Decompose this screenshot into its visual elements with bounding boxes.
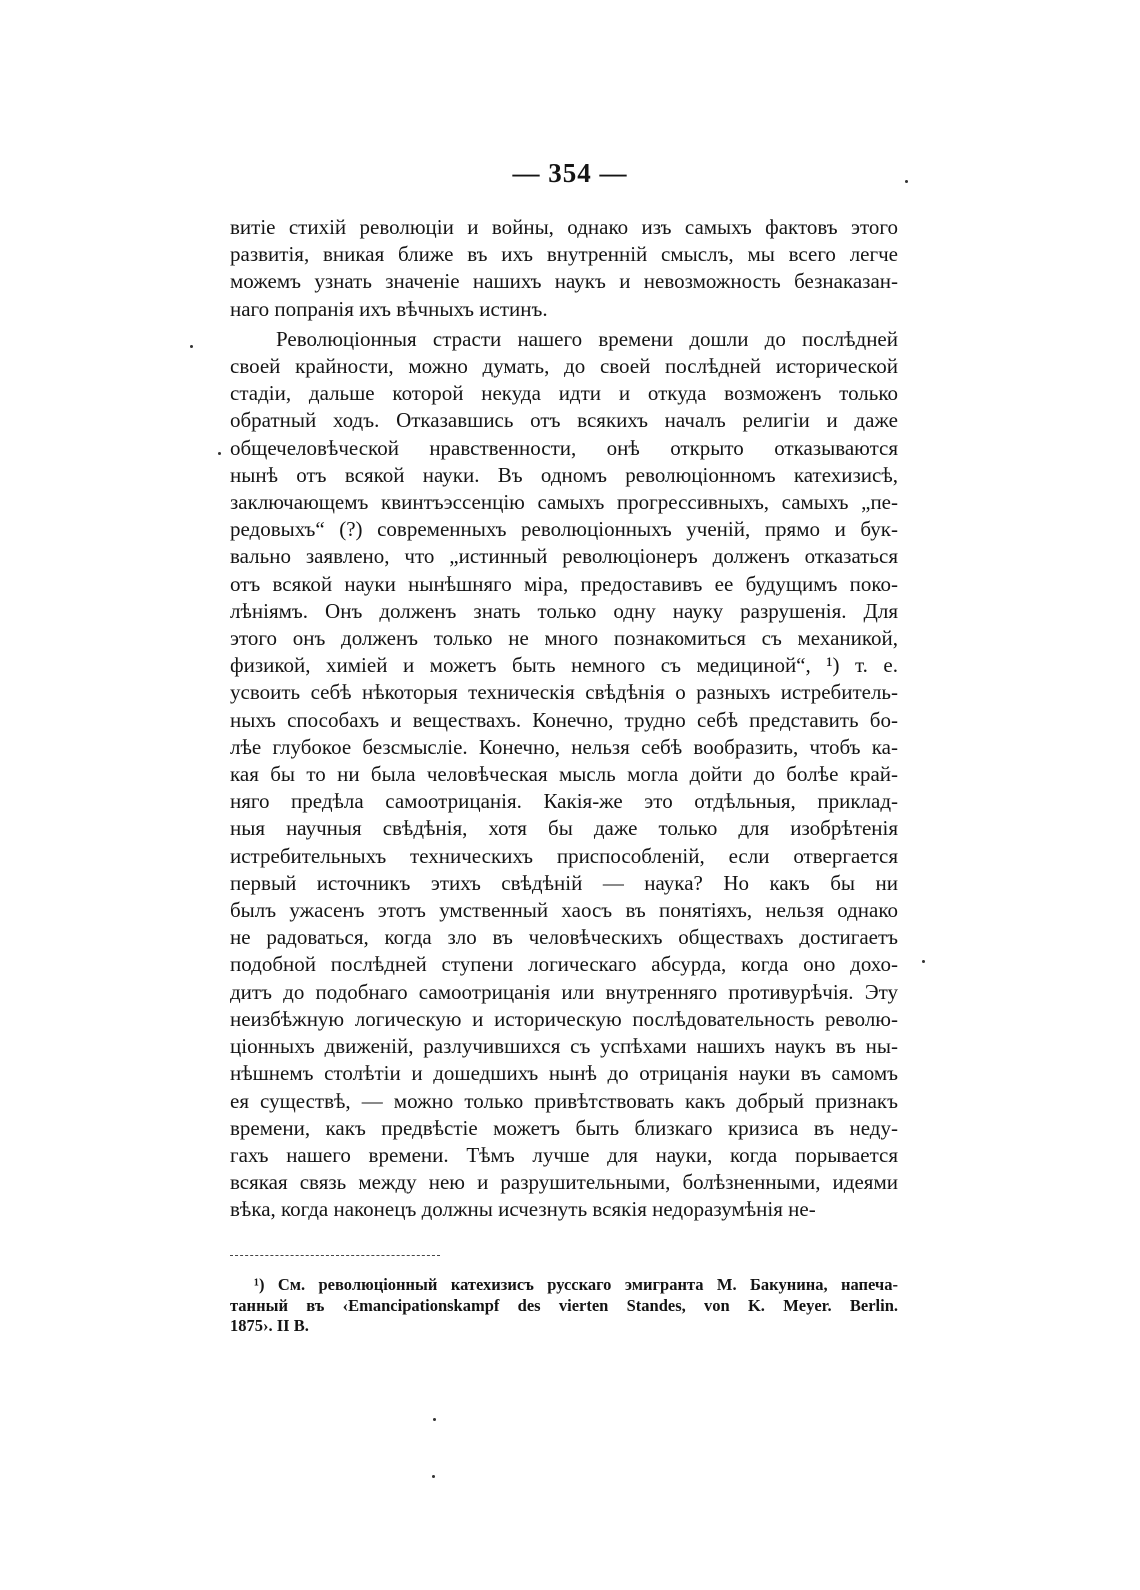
footnote-line: ¹) См. революціонный катехизисъ русскаго эмигранта М. Бакунина, напеча- (254, 1275, 898, 1294)
text-line: лѣе глубокое безсмысліе. Конечно, нельзя себѣ вообразить, чтобъ ка- (230, 734, 898, 759)
text-line: общечеловѣческой нравственности, онѣ открыто отказываются (230, 435, 898, 460)
footnote-line: танный въ ‹Emancipationskampf des vierten Standes, von K. Meyer. Berlin. (230, 1295, 898, 1315)
text-line: ея существѣ, — можно только привѣтствовать какъ добрый признакъ (230, 1088, 898, 1113)
text-line: няго предѣла самоотрицанія. Какія-же это отдѣльныя, приклад- (230, 789, 898, 814)
text-line: подобной послѣдней ступени логическаго абсурда, когда оно дохо- (230, 952, 898, 977)
scan-speck (218, 452, 221, 455)
text-line: физикой, химіей и можетъ быть немного съ медициной“, ¹) т. е. (230, 653, 898, 678)
paragraph (230, 326, 898, 1224)
footnote-line: 1875›. II В. (230, 1316, 309, 1335)
text-line: Революціонныя страсти нашего времени дошли до послѣдней (276, 326, 898, 351)
text-line: наго попранія ихъ вѣчныхъ истинъ. (230, 296, 548, 321)
text-line: редовыхъ“ (?) современныхъ революціонныхъ ученій, прямо и бук- (230, 517, 898, 542)
scan-speck (905, 180, 908, 183)
text-line: лѣніямъ. Онъ долженъ знать только одну науку разрушенія. Для (230, 598, 898, 623)
footnote (230, 1275, 898, 1337)
text-line: развитія, вникая ближе въ ихъ внутренній смыслъ, мы всего легче (230, 242, 898, 267)
text-line: времени, какъ предвѣстіе можетъ быть близкаго кризиса въ неду- (230, 1115, 898, 1140)
scan-speck (432, 1475, 435, 1478)
text-line: ціонныхъ движеній, разлучившихся съ успѣхами нашихъ наукъ въ ны- (230, 1034, 898, 1059)
text-line: вѣка, когда наконецъ должны исчезнуть всякія недоразумѣнія не- (230, 1197, 816, 1222)
text-line: усвоить себѣ нѣкоторыя техническія свѣдѣнія о разныхъ истребитель- (230, 680, 898, 705)
text-line: заключающемъ квинтъэссенцію самыхъ прогрессивныхъ, самыхъ „пе- (230, 490, 898, 515)
text-line: былъ ужасенъ этотъ умственный хаосъ въ понятіяхъ, нельзя однако (230, 898, 898, 923)
text-line: стадіи, дальше которой некуда идти и откуда возможенъ только (230, 381, 898, 406)
text-line: витіе стихій революціи и войны, однако изъ самыхъ фактовъ этого (230, 215, 898, 239)
text-line: нынѣ отъ всякой науки. Въ одномъ революціонномъ катехизисѣ, (230, 462, 898, 487)
text-line: всякая связь между нею и разрушительными, болѣзненными, идеями (230, 1170, 898, 1195)
scan-speck (922, 960, 925, 963)
text-line: дитъ до подобнаго самоотрицанія или внутренняго противурѣчія. Эту (230, 979, 898, 1004)
scan-speck (190, 345, 193, 348)
text-line: можемъ узнать значеніе нашихъ наукъ и невозможность безнаказан- (230, 269, 898, 294)
text-line: этого онъ долженъ только не много познакомиться съ механикой, (230, 626, 898, 651)
text-line: не радоваться, когда зло въ человѣческихъ обществахъ достигаетъ (230, 925, 898, 950)
footnote-rule (230, 1255, 440, 1256)
text-line: ныя научныя свѣдѣнія, хотя бы даже только для изобрѣтенія (230, 816, 898, 841)
text-line: обратный ходъ. Отказавшись отъ всякихъ началъ религіи и даже (230, 408, 898, 433)
body-text (230, 214, 898, 1224)
text-line: своей крайности, можно думать, до своей послѣдней исторической (230, 354, 898, 379)
text-line: первый источникъ этихъ свѣдѣній — наука? Но какъ бы ни (230, 870, 898, 895)
page-number: — 354 — (512, 158, 628, 188)
text-line: неизбѣжную логическую и историческую послѣдовательность револю- (230, 1006, 898, 1031)
text-line: ныхъ способахъ и веществахъ. Конечно, трудно себѣ представить бо- (230, 707, 898, 732)
paragraph (230, 214, 898, 323)
text-line: кая бы то ни была человѣческая мысль могла дойти до болѣе край- (230, 762, 898, 787)
scan-speck (433, 1418, 436, 1421)
text-line: нѣшнемъ столѣтіи и дошедшихъ нынѣ до отрицанія науки въ самомъ (230, 1061, 898, 1086)
text-line: вально заявлено, что „истинный революціонеръ долженъ отказаться (230, 544, 898, 569)
text-line: истребительныхъ техническихъ приспособленій, если отвергается (230, 843, 898, 868)
text-line: гахъ нашего времени. Тѣмъ лучше для науки, когда порывается (230, 1142, 898, 1167)
text-line: отъ всякой науки нынѣшняго міра, предоставивъ ее будущимъ поко- (230, 571, 898, 596)
